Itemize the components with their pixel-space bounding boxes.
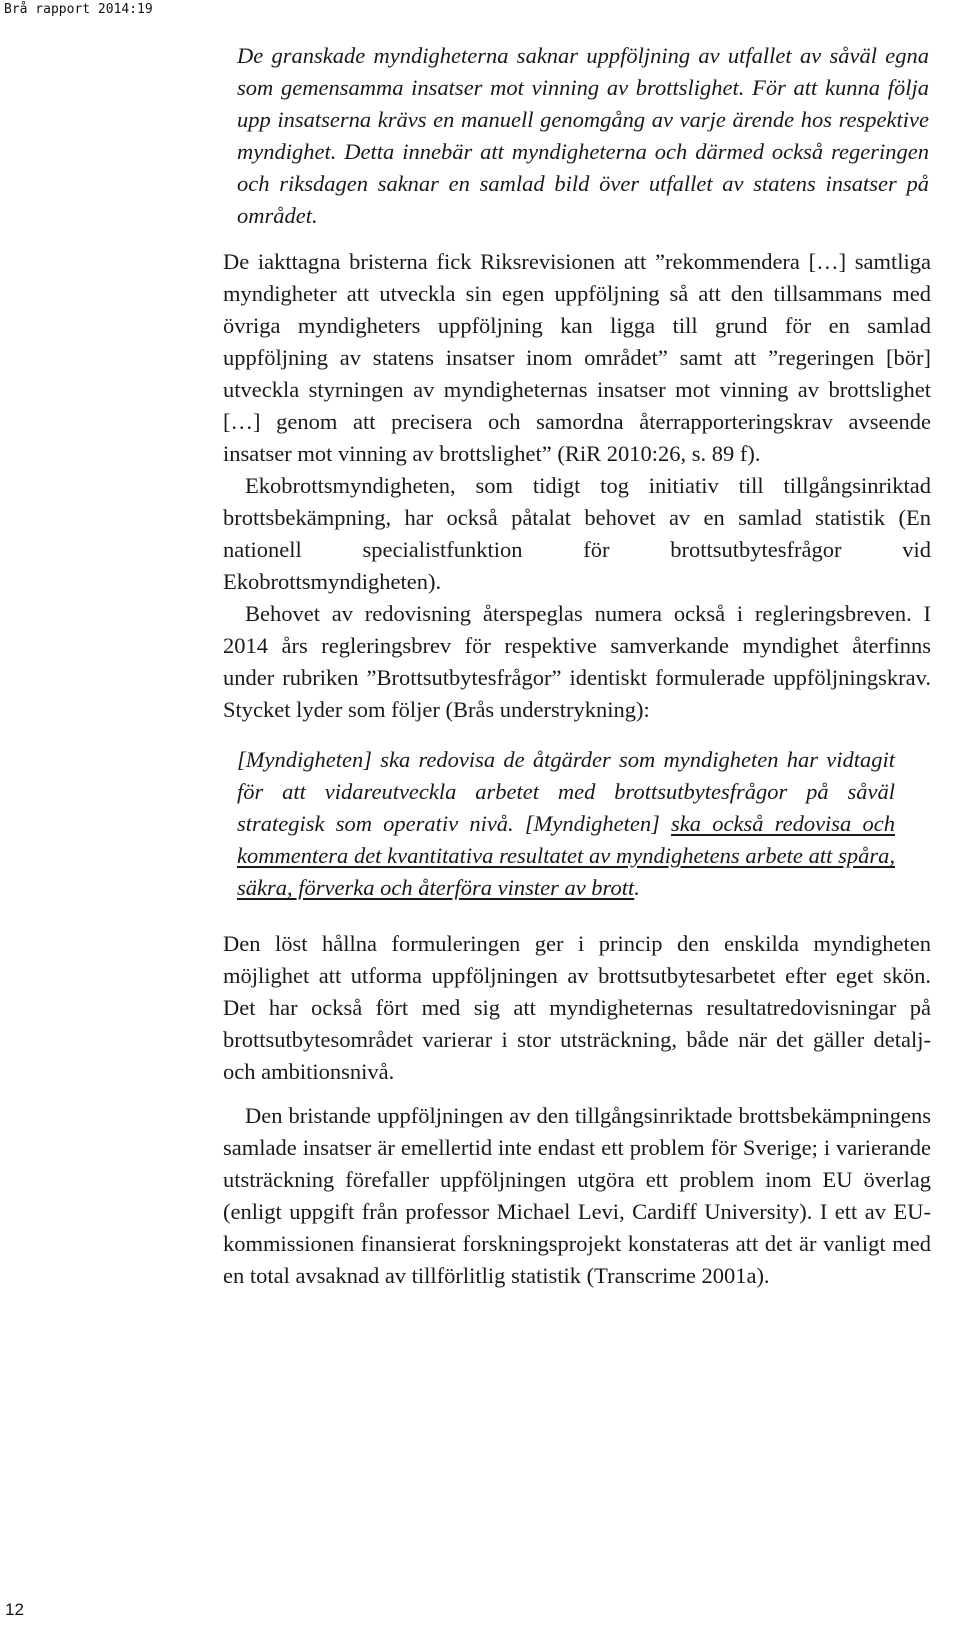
- paragraph-formulering: Den löst hållna formuleringen ger i princip den enskilda myndigheten möjlighet att utforma uppföljningen av brottsutbytesarbetet efter eget skön. Det har också fört med sig att myndigheternas resultatredovisningar på brottsutbytesområdet varierar i stor utsträckning, både när det gäller detalj- och ambitionsnivå.: [223, 931, 931, 1084]
- page-number: 12: [5, 1600, 24, 1619]
- paragraph-ekobrottsmyndigheten: Ekobrottsmyndigheten, som tidigt tog initiativ till tillgångsinriktad brottsbekämpning, har också påtalat behovet av en samlad statistik (En nationell specialistfunktion för brottsutbytesfrågor vid Ekobrottsmyndigheten).: [223, 473, 931, 594]
- regulation-quote: [223, 744, 931, 904]
- paragraph-riksrevisionen: De iakttagna bristerna fick Riksrevisionen att ”rekommendera […] samtliga myndigheter att utveckla sin egen uppföljning så att den tillsammans med övriga myndigheters uppföljning kan ligga till grund för en samlad uppföljning av statens insatser inom området” samt att ”regeringen [bör] utveckla styrningen av myndigheternas insatser mot vinning av brottslighet […] genom att precisera och samordna återrapporteringskrav avseende insatser mot vinning av brottslighet” (RiR 2010:26, s. 89 f).: [223, 249, 931, 466]
- regulation-quote-underlined: ska också redovisa och kommentera det kvantitativa resultatet av myndighetens arbete att spåra, säkra, förverka och återföra vinster av brott: [237, 811, 895, 900]
- paragraph-eu: Den bristande uppföljningen av den tillgångsinriktade brottsbekämpningens samlade insatser är emellertid inte endast ett problem för Sverige; i varierande utsträckning förefaller uppföljningen utgöra ett problem inom EU överlag (enligt uppgift från professor Michael Levi, Cardiff University). I ett av EU-kommissionen finansierat forskningsprojekt konstateras att det är vanligt med en total avsaknad av tillförlitlig statistik (Transcrime 2001a).: [223, 1103, 931, 1288]
- regulation-quote-text: [Myndigheten] ska redovisa de åtgärder som myndigheten har vidtagit för att vidareutveckla arbetet med brottsutbytesfrågor på såväl strategisk som operativ nivå. [Myndigheten]: [237, 747, 895, 836]
- page-body: [223, 40, 931, 1292]
- paragraph-regleringsbrev: Behovet av redovisning återspeglas numera också i regleringsbreven. I 2014 års regleringsbrev för respektive samverkande myndighet återfinns under rubriken ”Brottsutbytesfrågor” identiskt formulerade uppföljningskrav. Stycket lyder som följer (Brås understrykning):: [223, 601, 931, 722]
- running-header: Brå rapport 2014:19: [4, 2, 153, 17]
- intro-quote: De granskade myndigheterna saknar uppföljning av utfallet av såväl egna som gemensamma insatser mot vinning av brottslighet. För att kunna följa upp insatserna krävs en manuell genomgång av varje ärende hos respektive myndighet. Detta innebär att myndigheterna och därmed också regeringen och riksdagen saknar en samlad bild över utfallet av statens insatser på området.: [237, 43, 929, 228]
- regulation-quote-end: .: [634, 875, 640, 900]
